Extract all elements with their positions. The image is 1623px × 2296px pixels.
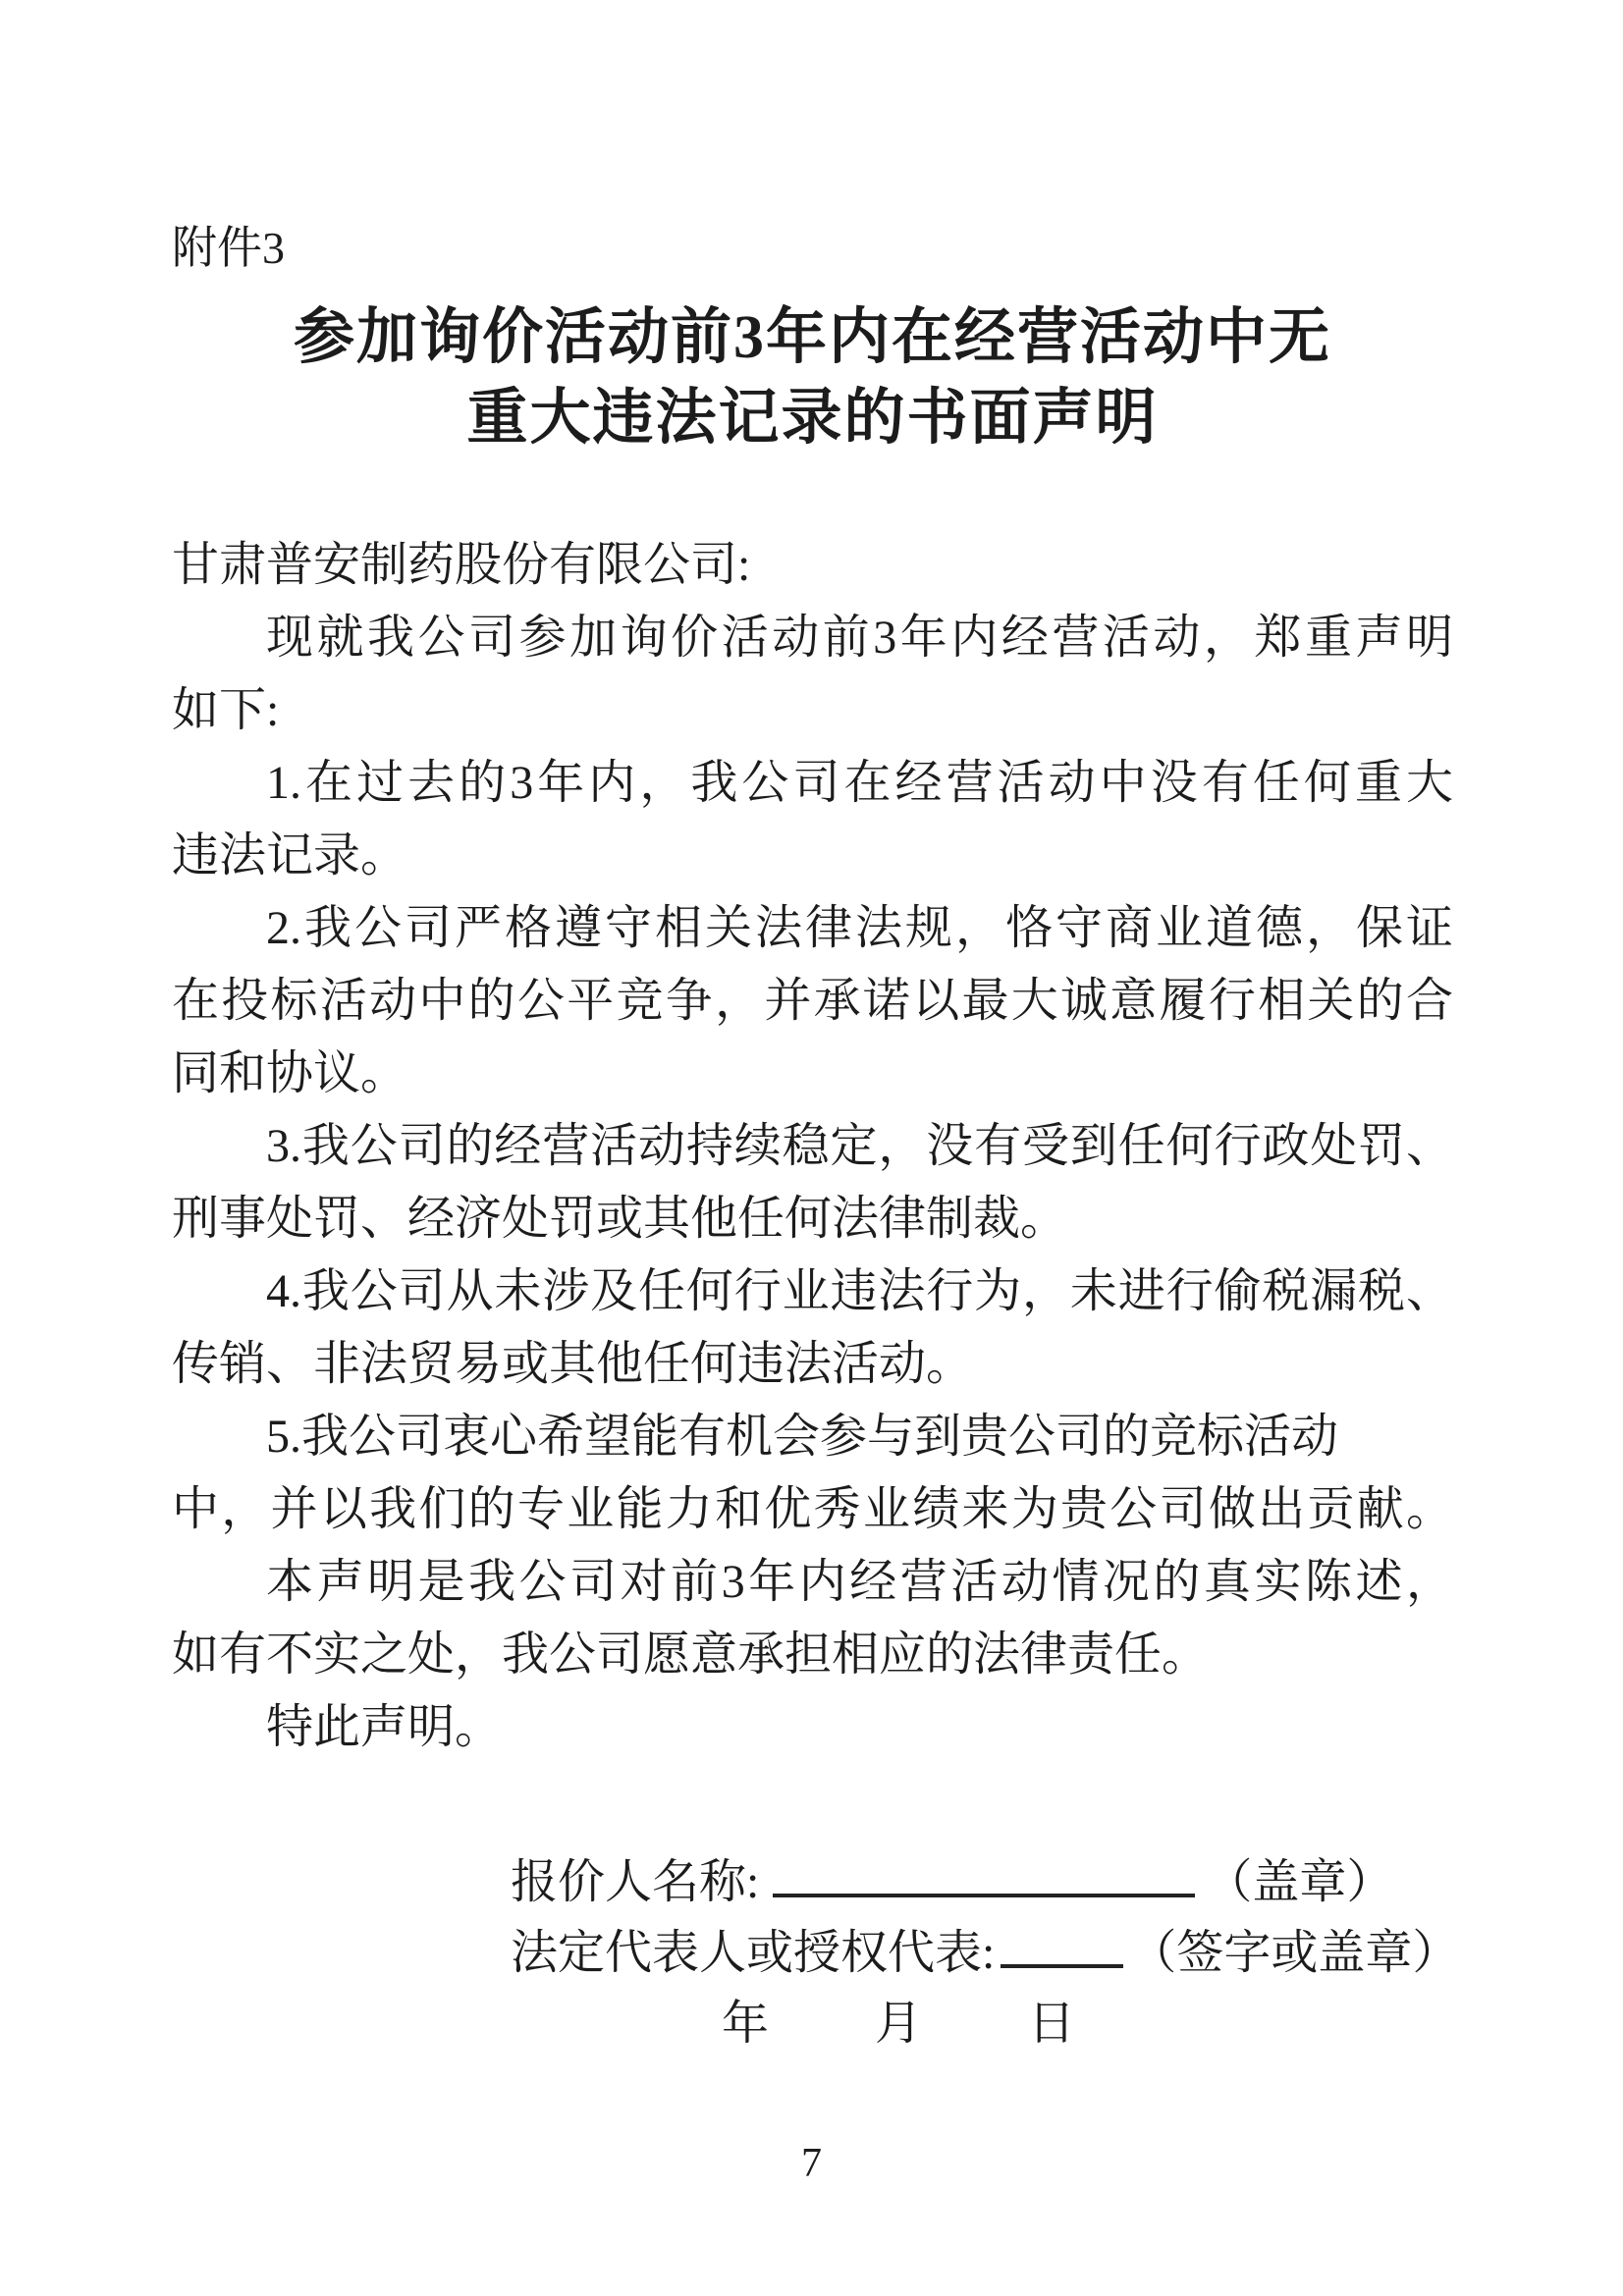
quoter-name-blank: [773, 1856, 1195, 1897]
body-line: 刑事处罚、经济处罚或其他任何法律制裁。: [172, 1193, 1068, 1245]
body-line: 特此声明。: [266, 1701, 503, 1753]
representative-blank: [1001, 1927, 1123, 1968]
date-row: [722, 1989, 1453, 2059]
salutation-line: 甘肃普安制药股份有限公司:: [172, 539, 751, 591]
body-line: 在投标活动中的公平竞争，并承诺以最大诚意履行相关的合: [172, 975, 1453, 1027]
attachment-label: 附件3: [172, 223, 285, 273]
body-line: 1.在过去的3年内，我公司在经营活动中没有任何重大: [266, 757, 1453, 809]
quoter-seal-note: （盖章）: [1205, 1856, 1394, 1908]
body-line: 中，并以我们的专业能力和优秀业绩来为贵公司做出贡献。: [172, 1483, 1453, 1535]
quoter-name-label: 报价人名称:: [511, 1856, 760, 1908]
body-line: 2.我公司严格遵守相关法律法规，恪守商业道德，保证: [266, 902, 1453, 954]
page-number: 7: [801, 2141, 822, 2186]
body-line: 如下:: [172, 684, 280, 736]
body-line: 违法记录。: [172, 829, 408, 881]
body-line: 现就我公司参加询价活动前3年内经营活动，郑重声明: [266, 612, 1453, 664]
date-day-label: 日: [1028, 1998, 1076, 2050]
body-line: 同和协议。: [172, 1047, 408, 1099]
body-line: 3.我公司的经营活动持续稳定，没有受到任何行政处罚、: [266, 1120, 1453, 1172]
document-title-line-1: 参加询价活动前3年内在经营活动中无: [293, 304, 1331, 371]
body-line: 4.我公司从未涉及任何行业违法行为，未进行偷税漏税、: [266, 1265, 1453, 1317]
representative-label: 法定代表人或授权代表:: [511, 1927, 996, 1979]
quoter-name-row: [511, 1847, 1453, 1918]
body-line: 传销、非法贸易或其他任何违法活动。: [172, 1338, 974, 1390]
date-year-label: 年: [722, 1998, 770, 2050]
body-line: 5.我公司衷心希望能有机会参与到贵公司的竞标活动: [266, 1411, 1339, 1463]
document-title-line-2: 重大违法记录的书面声明: [466, 385, 1159, 452]
signature-block: [172, 1847, 1460, 2059]
representative-seal-note: （签字或盖章）: [1129, 1927, 1460, 1979]
declaration-body: [172, 529, 1453, 1764]
document-title: [172, 297, 1453, 458]
body-line: 如有不实之处，我公司愿意承担相应的法律责任。: [172, 1629, 1210, 1681]
date-month-label: 月: [875, 1998, 923, 2050]
document-content: [172, 0, 1460, 2059]
representative-row: [511, 1918, 1460, 1989]
body-line: 本声明是我公司对前3年内经营活动情况的真实陈述，: [266, 1556, 1453, 1608]
